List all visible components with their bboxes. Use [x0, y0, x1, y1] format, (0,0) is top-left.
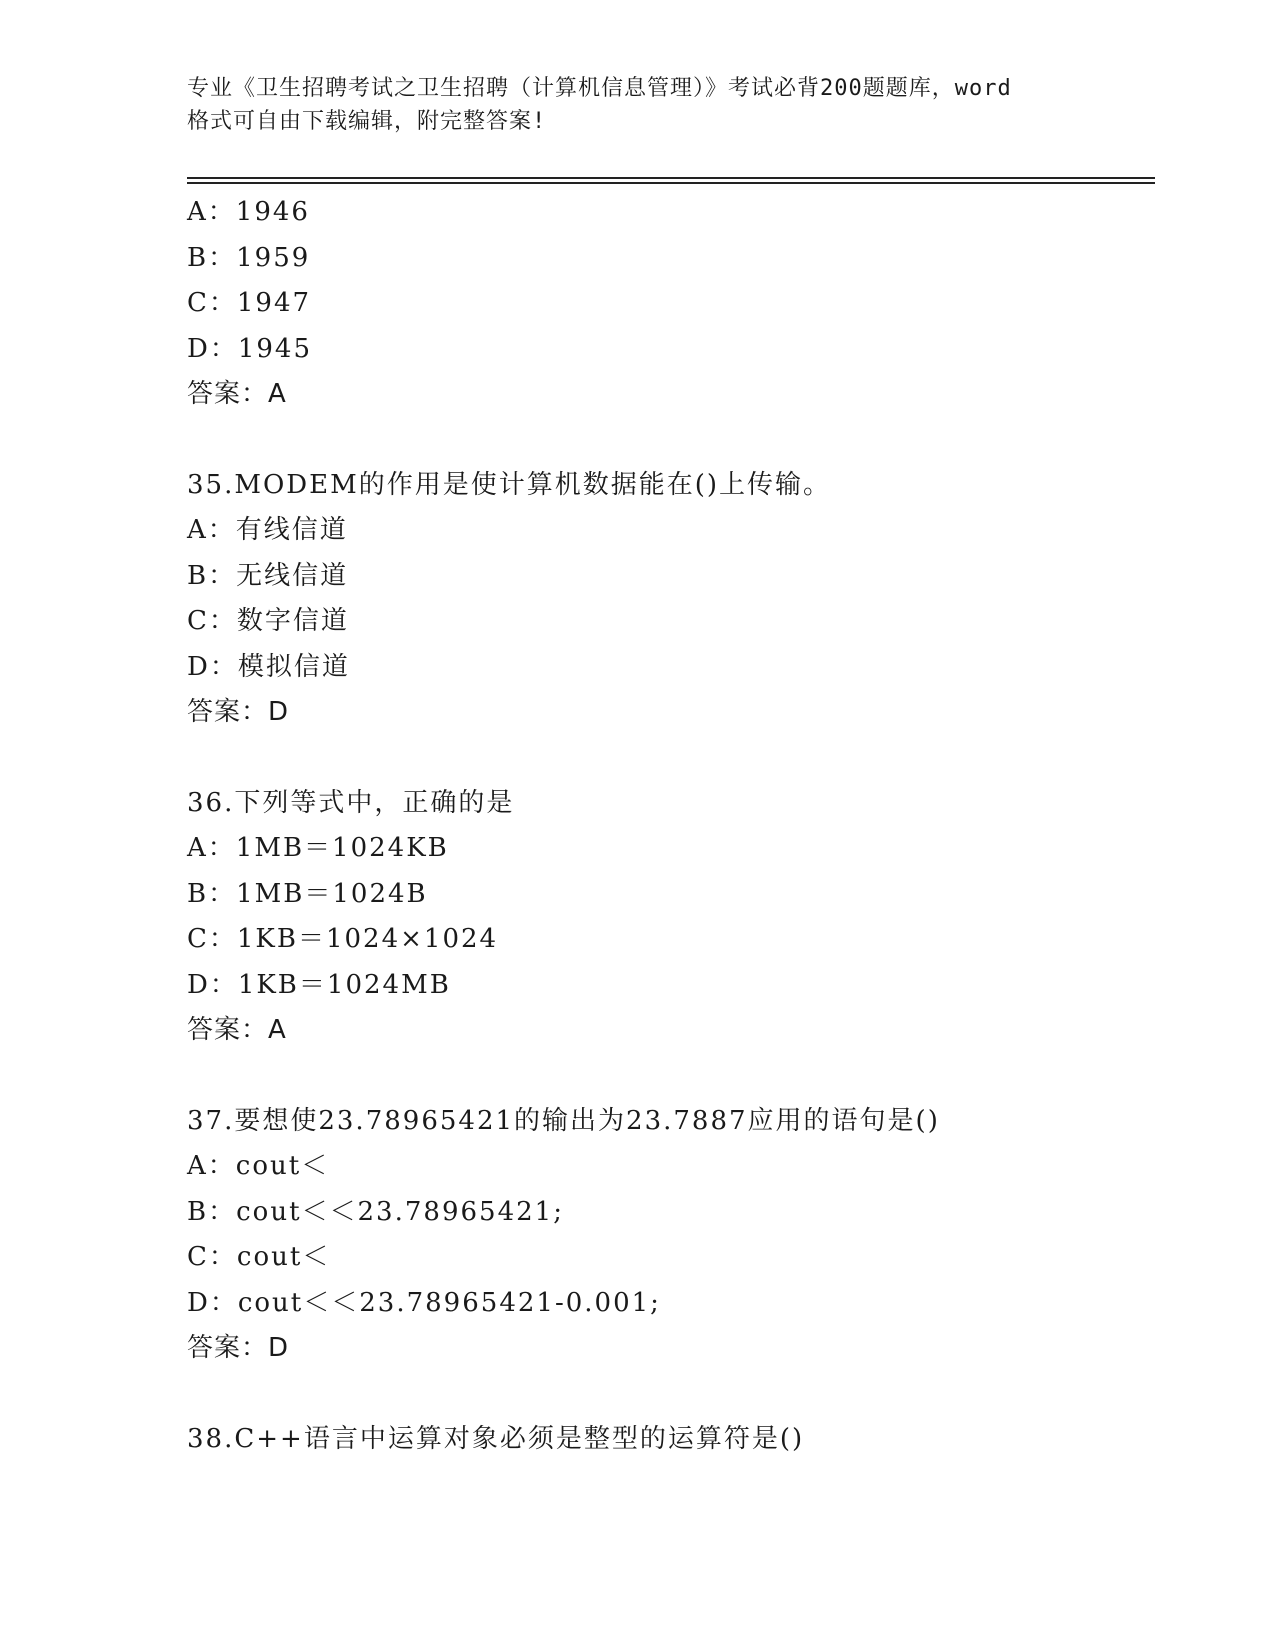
option-a: A：1MB＝1024KB: [187, 833, 449, 863]
spacer: [187, 736, 1147, 781]
question-list: [187, 190, 1147, 1462]
option-c: C：cout＜: [187, 1242, 331, 1272]
question-text: 38.C++语言中运算对象必须是整型的运算符是(): [187, 1423, 805, 1454]
question-37: [187, 1099, 1147, 1372]
option-d: D：1945: [187, 333, 313, 364]
option-c: C：1KB＝1024×1024: [187, 924, 499, 954]
option-d: D：模拟信道: [187, 651, 350, 682]
spacer: [187, 1372, 1147, 1417]
spacer: [187, 418, 1147, 463]
option-c: C：数字信道: [187, 606, 349, 636]
question-35: [187, 463, 1147, 736]
answer: 答案：A: [187, 1015, 287, 1045]
header-title-line-1: 专业《卫生招聘考试之卫生招聘（计算机信息管理）》考试必背200题题库，word: [187, 76, 1012, 101]
option-b: B：1MB＝1024B: [187, 878, 428, 909]
question-text: 36.下列等式中，正确的是: [187, 787, 515, 818]
answer: 答案：D: [187, 697, 290, 727]
option-d: D：cout＜＜23.78965421-0.001;: [187, 1287, 661, 1318]
option-a: A：1946: [187, 197, 310, 227]
option-b: B：无线信道: [187, 560, 349, 591]
option-a: A：有线信道: [187, 515, 348, 545]
question-34: [187, 190, 1147, 418]
header-title-line-2: 格式可自由下载编辑，附完整答案!: [187, 109, 547, 134]
option-b: B：cout＜＜23.78965421;: [187, 1196, 564, 1227]
option-a: A：cout＜: [187, 1151, 330, 1181]
question-36: [187, 781, 1147, 1054]
question-text: 35.MODEM的作用是使计算机数据能在()上传输。: [187, 469, 832, 500]
answer: 答案：A: [187, 379, 287, 409]
header-divider-bottom: [187, 182, 1155, 184]
option-c: C：1947: [187, 288, 312, 318]
document-header: [187, 72, 1087, 138]
question-text: 37.要想使23.78965421的输出为23.7887应用的语句是(): [187, 1105, 940, 1136]
header-divider-top: [187, 177, 1155, 179]
answer: 答案：D: [187, 1333, 290, 1363]
option-d: D：1KB＝1024MB: [187, 969, 451, 1000]
question-38: [187, 1417, 1147, 1463]
spacer: [187, 1054, 1147, 1099]
option-b: B：1959: [187, 242, 311, 273]
